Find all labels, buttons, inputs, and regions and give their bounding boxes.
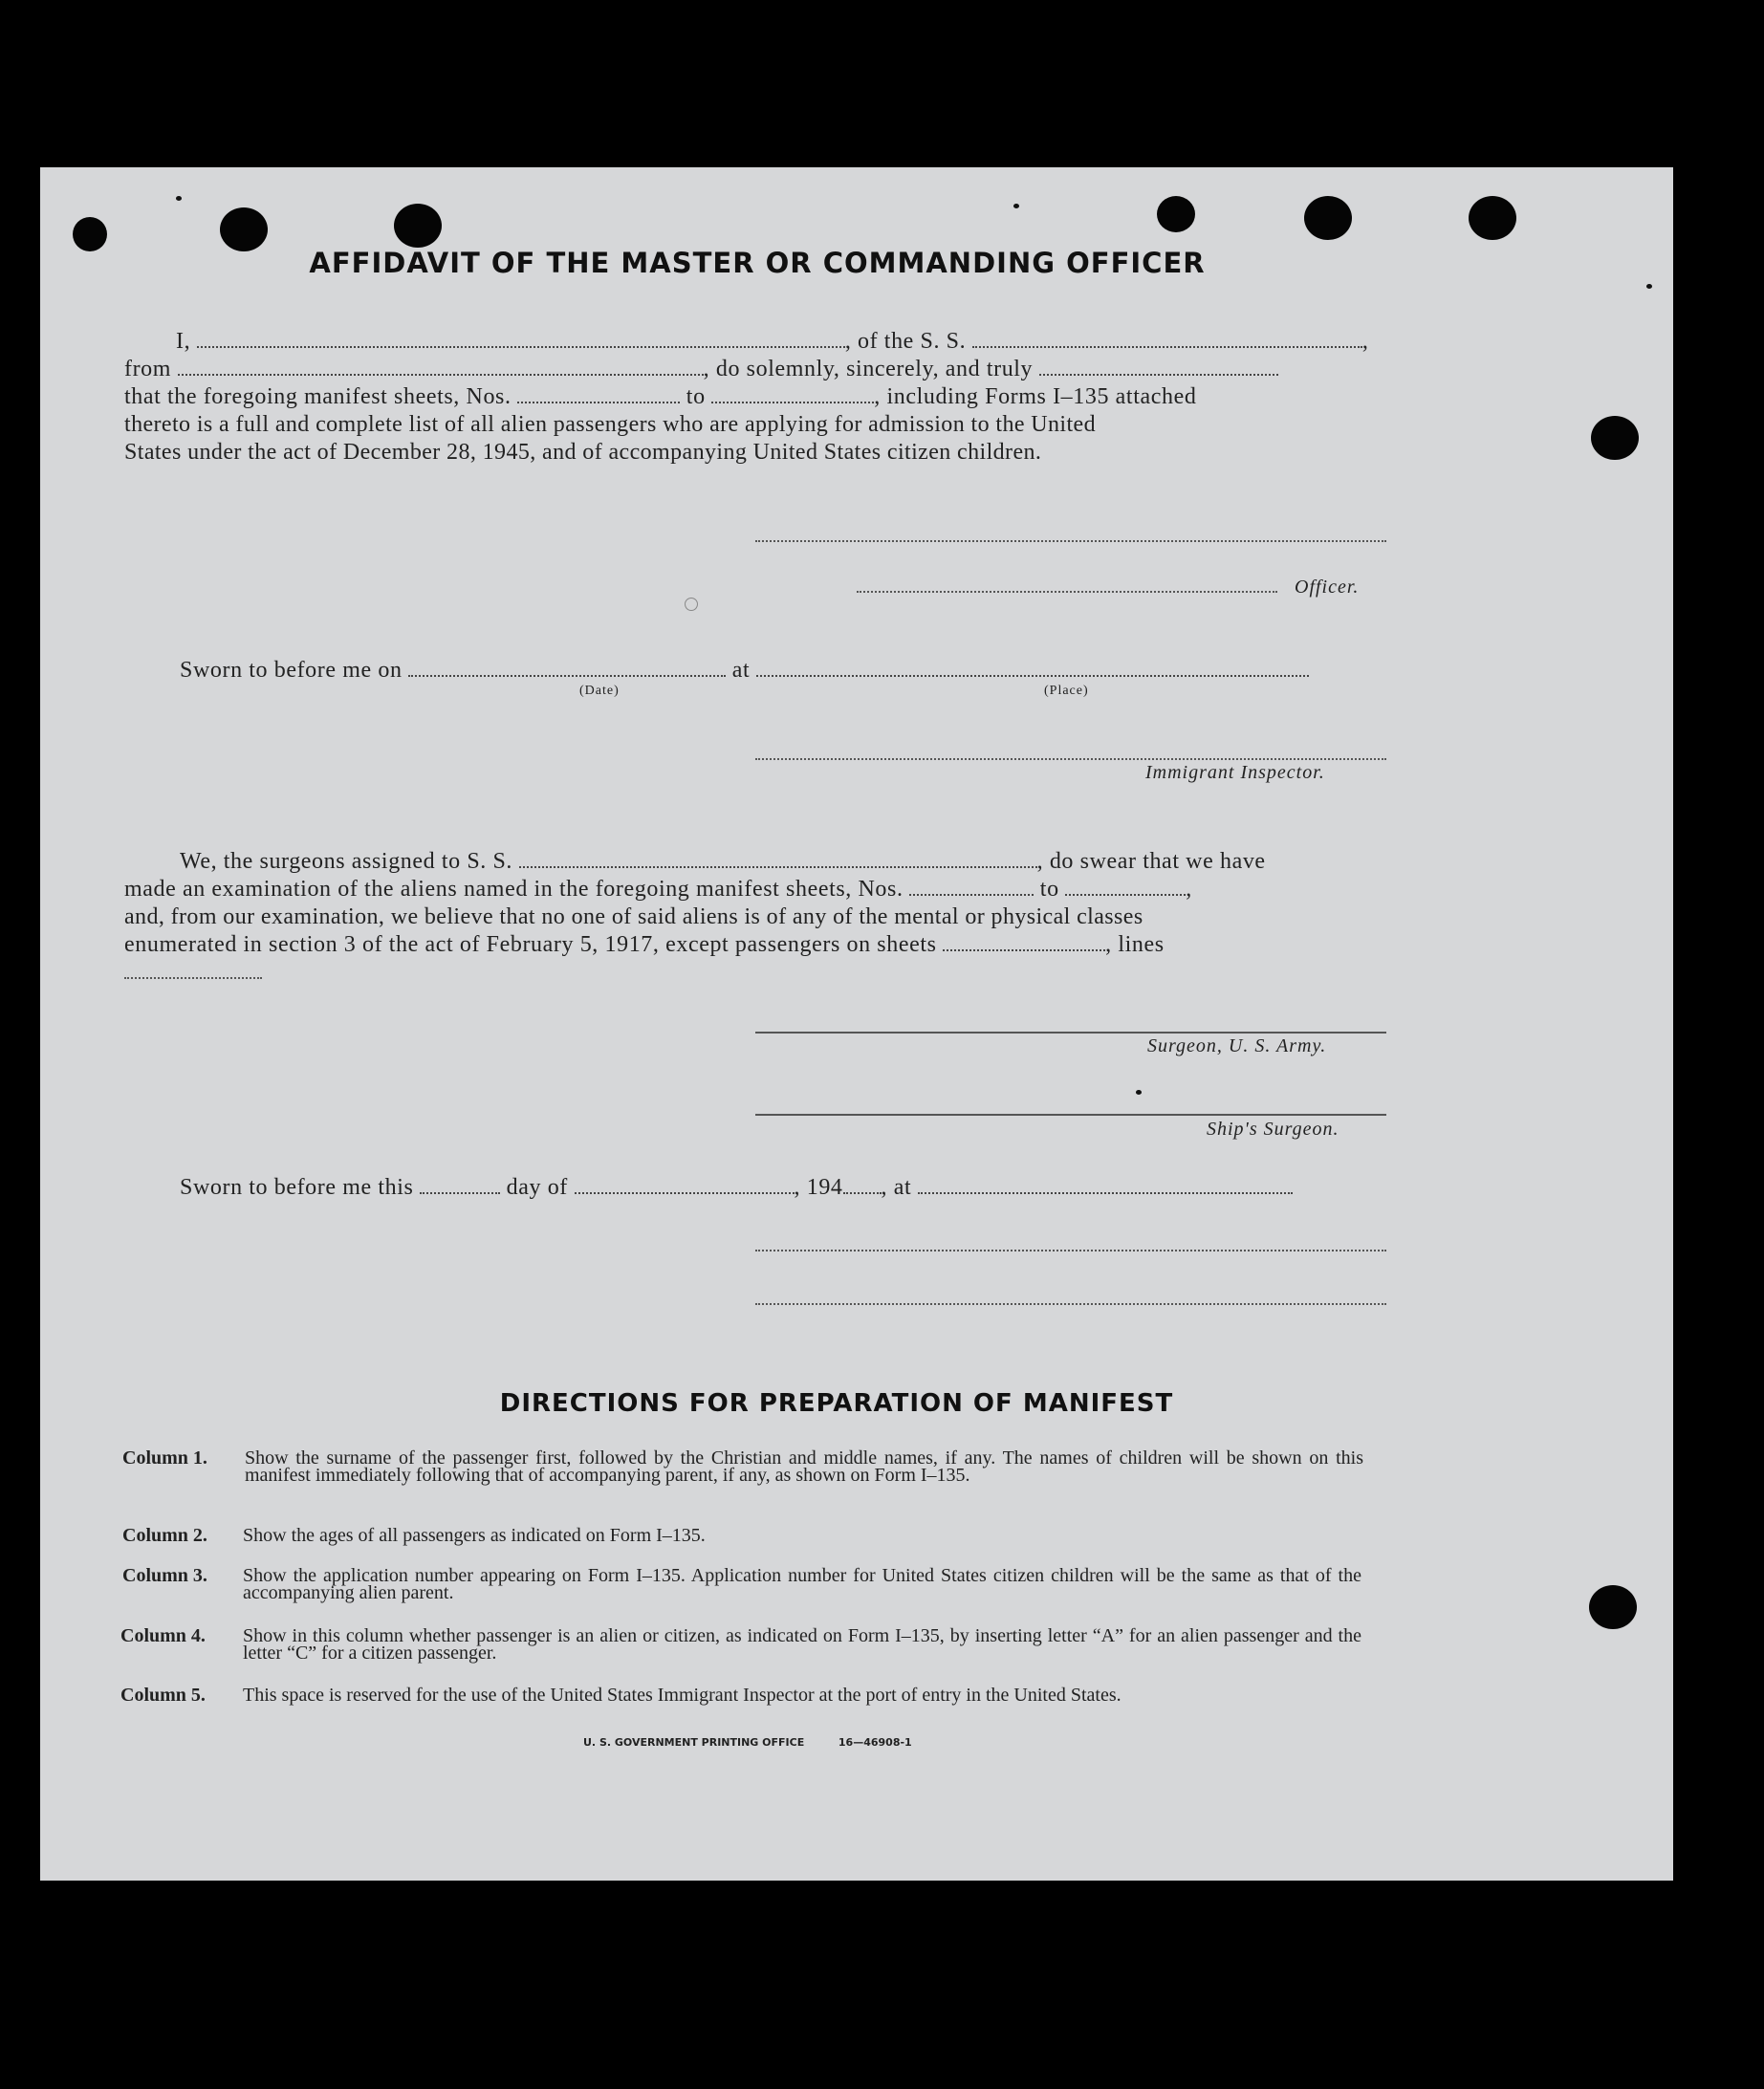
sworn-signature-line-1[interactable] [755, 1250, 1386, 1251]
speck [1136, 1090, 1142, 1095]
sworn-month-blank[interactable] [575, 1177, 795, 1194]
form-code: 16—46908-1 [838, 1736, 912, 1749]
officer-caption: Officer. [1295, 577, 1360, 598]
sworn-at-blank[interactable] [918, 1177, 1293, 1194]
direction-label: Column 5. [120, 1685, 206, 1706]
direction-text: This space is reserved for the use of the United States Immigrant Inspector at the port of entry in the United States. [243, 1685, 1122, 1706]
truly-blank[interactable] [1039, 359, 1278, 376]
surgeons-line-4: enumerated in section 3 of the act of February 5, 1917, except passengers on sheets , lines [124, 932, 1165, 957]
speck [1013, 204, 1019, 208]
surgeons-sheets-from-blank[interactable] [909, 879, 1034, 896]
affidavit-line-3: that the foregoing manifest sheets, Nos. to , including Forms I–135 attached [124, 384, 1197, 409]
sworn-day-blank[interactable] [420, 1177, 500, 1194]
ship-blank[interactable] [972, 331, 1362, 348]
army-surgeon-caption: Surgeon, U. S. Army. [1147, 1035, 1327, 1056]
direction-text: Show the surname of the passenger first, followed by the Christian and middle names, if any. The names of children will be shown on this manifest immediately following that of accompanying parent, if any, as shown on Form I–135. [245, 1447, 1363, 1486]
surgeons-line-1: We, the surgeons assigned to S. S. , do swear that we have [180, 849, 1266, 874]
place-caption: (Place) [1044, 684, 1089, 698]
surgeons-line-3: and, from our examination, we believe that no one of said aliens is of any of the mental or physical classes [124, 904, 1143, 929]
direction-label: Column 1. [122, 1447, 207, 1469]
affidavit-line-2: from , do solemnly, sincerely, and truly [124, 356, 1278, 382]
direction-text: Show in this column whether passenger is an alien or citizen, as indicated on Form I–135, by inserting letter “A” for an alien passenger and the letter “C” for a citizen passenger. [243, 1625, 1361, 1664]
ships-surgeon-signature-line[interactable] [755, 1114, 1386, 1116]
lines-blank[interactable] [124, 977, 262, 979]
printer-name: U. S. GOVERNMENT PRINTING OFFICE [583, 1736, 805, 1749]
sheets-from-blank[interactable] [517, 386, 680, 403]
punch-hole [220, 207, 268, 251]
sworn-place-blank[interactable] [756, 660, 1309, 677]
surgeons-line-2: made an examination of the aliens named in the foregoing manifest sheets, Nos. to , [124, 877, 1192, 902]
direction-label: Column 2. [122, 1525, 207, 1546]
printer-imprint [583, 1736, 912, 1749]
direction-text: Show the ages of all passengers as indicated on Form I–135. [243, 1525, 706, 1546]
speck [1646, 284, 1652, 289]
inspector-signature-line[interactable] [755, 758, 1386, 760]
punch-hole [1589, 1585, 1637, 1629]
surgeons-sworn-line: Sworn to before me this day of , 194 , at [180, 1174, 1293, 1201]
sworn-date-blank[interactable] [408, 660, 726, 677]
affidavit-sworn-line: Sworn to before me on at [180, 657, 1309, 684]
affidavit-title: AFFIDAVIT OF THE MASTER OR COMMANDING OFFICER [309, 247, 1206, 279]
direction-text: Show the application number appearing on Form I–135. Application number for United States citizen children will be the same as that of the accompanying alien parent. [243, 1565, 1361, 1603]
punch-hole [1469, 196, 1516, 240]
officer-title-line[interactable] [857, 591, 1277, 593]
direction-label: Column 3. [122, 1565, 207, 1586]
except-sheets-blank[interactable] [943, 934, 1105, 951]
affidavit-line-1: I, , of the S. S. , [176, 329, 1369, 354]
surgeons-sheets-to-blank[interactable] [1065, 879, 1186, 896]
affidavit-line-4: thereto is a full and complete list of all alien passengers who are applying for admission to the United [124, 412, 1097, 437]
name-blank[interactable] [197, 331, 845, 348]
date-caption: (Date) [579, 684, 620, 698]
speck [176, 196, 182, 201]
punch-hole [1591, 416, 1639, 460]
army-surgeon-signature-line[interactable] [755, 1032, 1386, 1034]
document-sheet [40, 167, 1673, 1881]
sworn-year-blank[interactable] [843, 1177, 882, 1194]
punch-hole [394, 204, 442, 248]
surgeons-ship-blank[interactable] [519, 851, 1037, 868]
ships-surgeon-caption: Ship's Surgeon. [1207, 1119, 1339, 1140]
affidavit-line-5: States under the act of December 28, 1945, and of accompanying United States citizen children. [124, 440, 1042, 465]
inspector-caption: Immigrant Inspector. [1145, 762, 1325, 783]
sworn-signature-line-2[interactable] [755, 1303, 1386, 1305]
officer-signature-line[interactable] [755, 540, 1386, 542]
directions-title: DIRECTIONS FOR PREPARATION OF MANIFEST [499, 1389, 1174, 1418]
punch-hole [1304, 196, 1352, 240]
sheets-to-blank[interactable] [711, 386, 874, 403]
direction-label: Column 4. [120, 1625, 206, 1646]
punch-hole [1157, 196, 1195, 232]
from-blank[interactable] [178, 359, 704, 376]
small-circle-mark [685, 598, 698, 611]
